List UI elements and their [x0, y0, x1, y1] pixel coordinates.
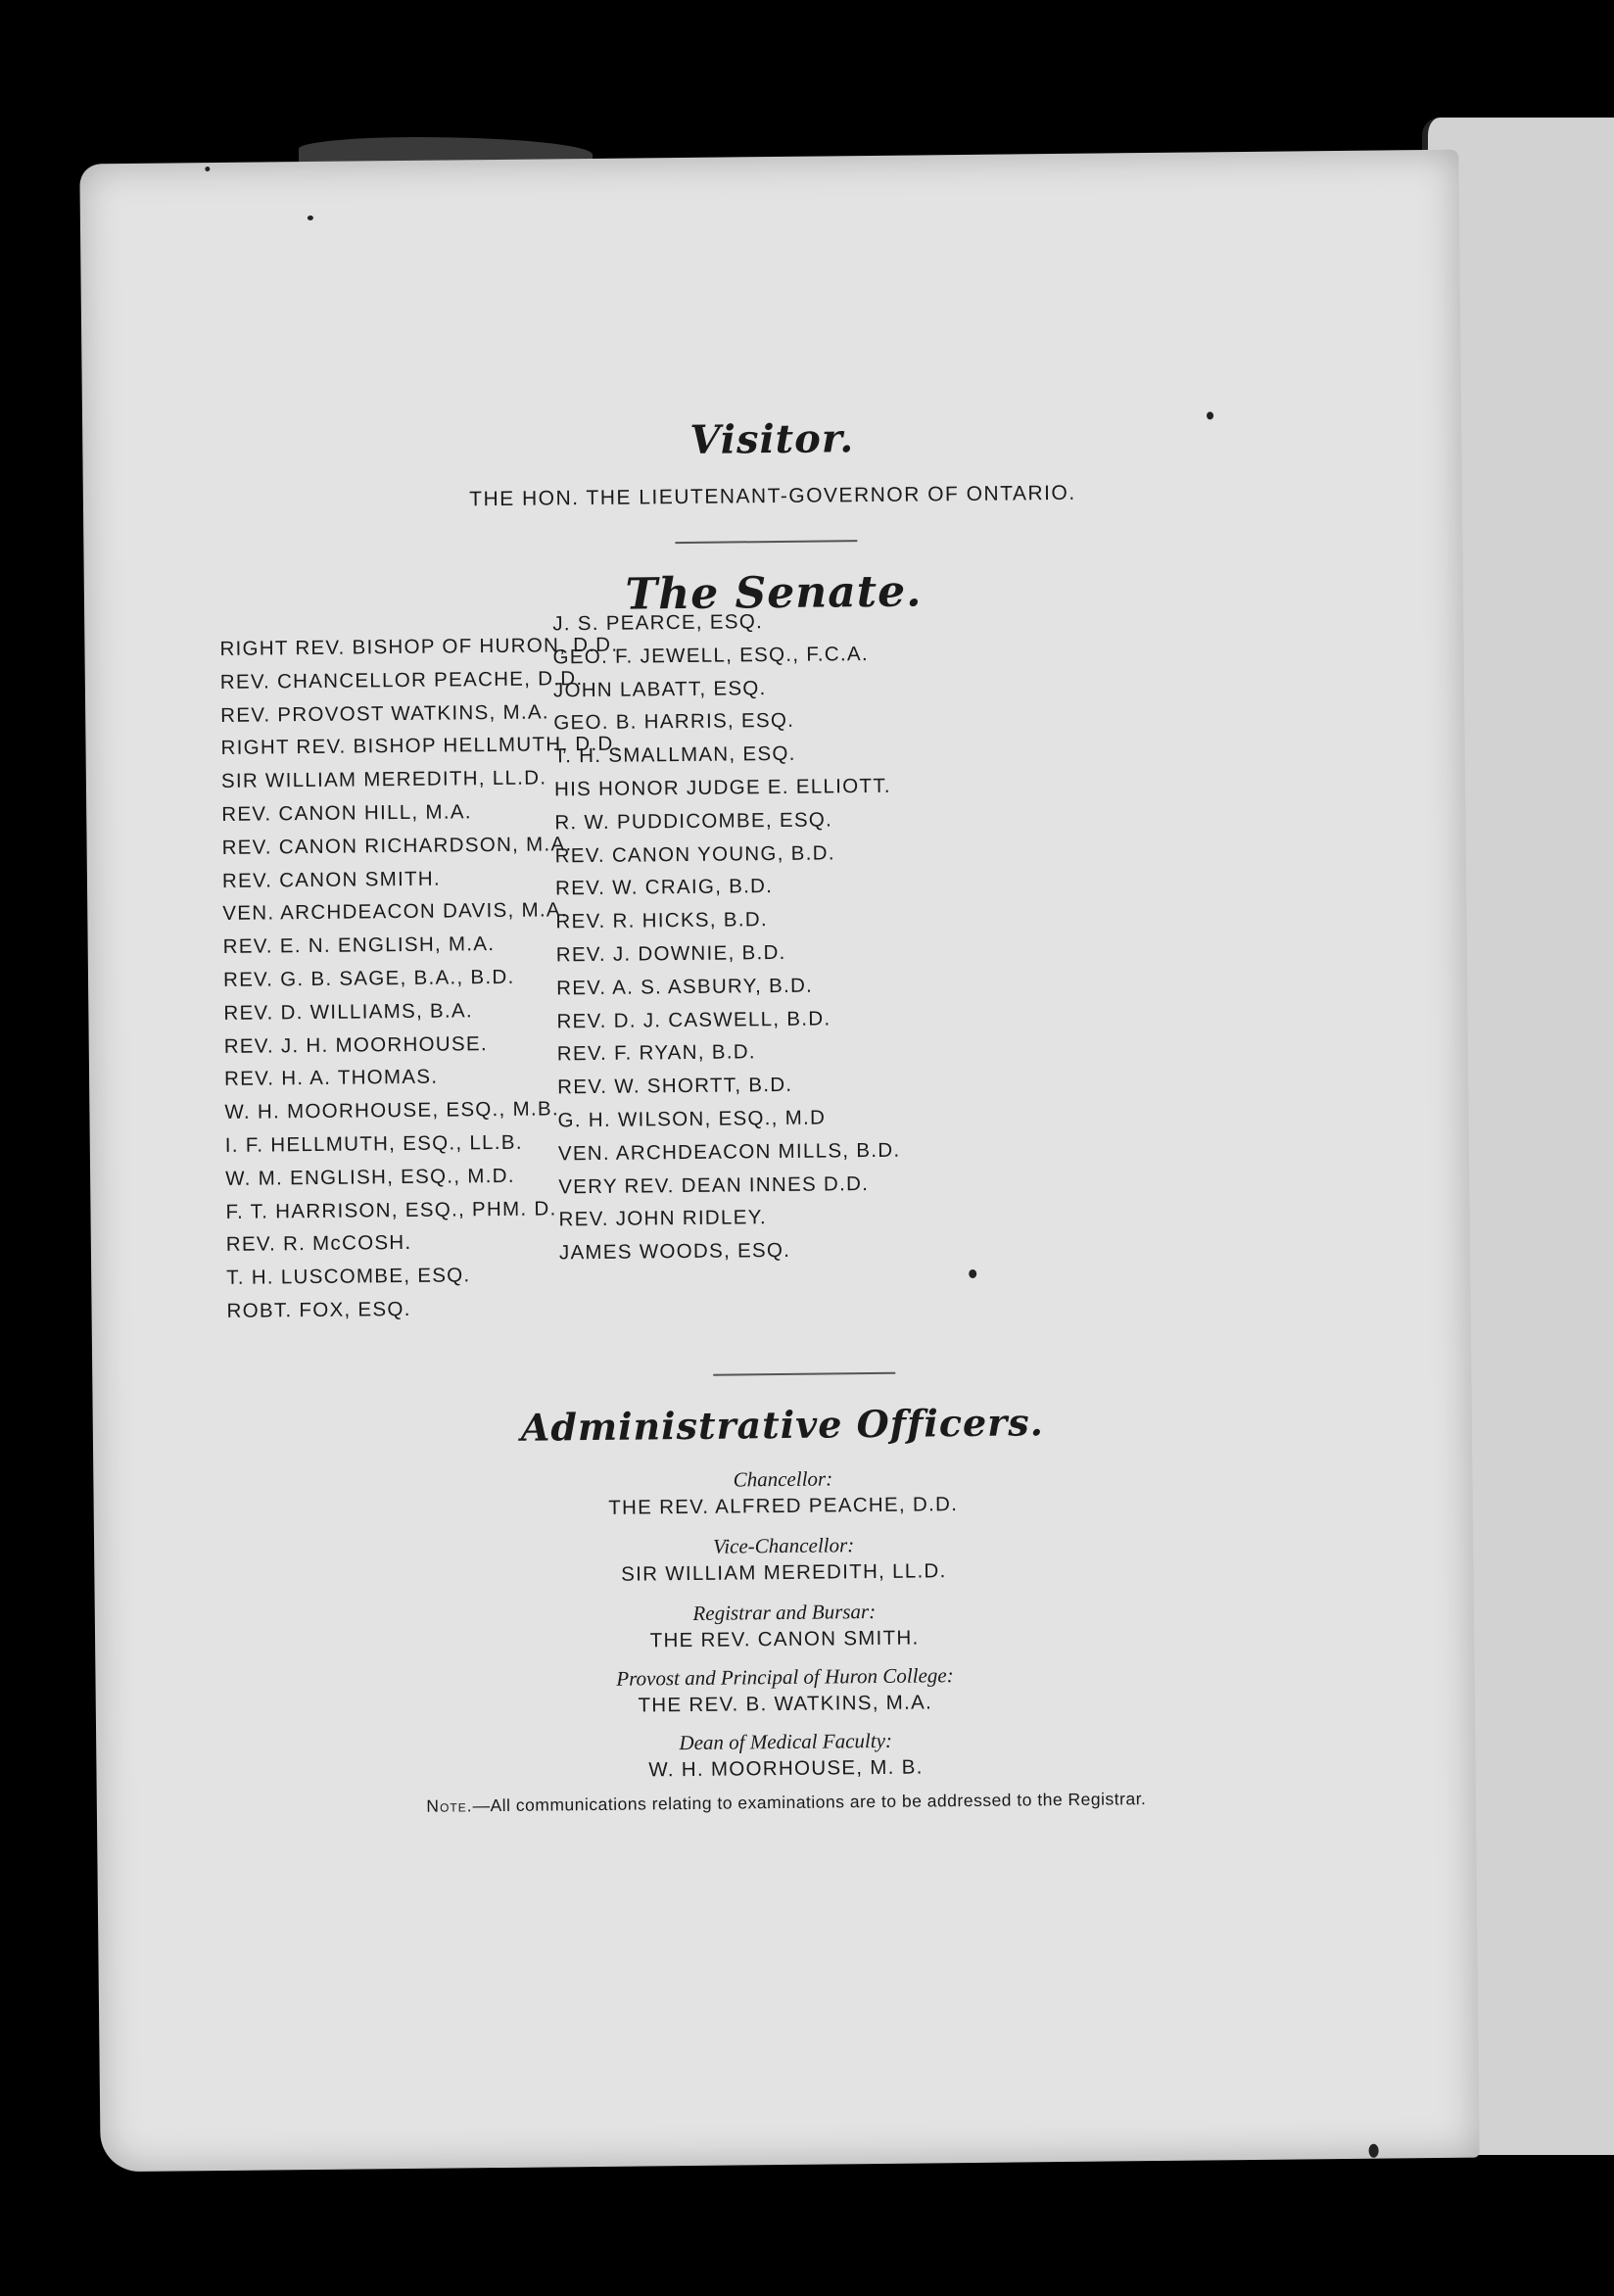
office-title: Chancellor:: [733, 1466, 833, 1492]
ink-speck: [205, 167, 210, 171]
senate-member: HIS HONOR JUDGE E. ELLIOTT.: [553, 774, 891, 801]
document-page: [79, 150, 1479, 2173]
senate-member: G. H. WILSON, ESQ., M.D: [557, 1106, 827, 1132]
senate-list-right: [552, 604, 902, 1270]
visitor-name: THE HON. THE LIEUTENANT-GOVERNOR OF ONTARIO.: [469, 481, 1076, 511]
ink-speck: [969, 1269, 976, 1278]
admin-heading: Administrative Officers.: [520, 1400, 1045, 1450]
office-holder: SIR WILLIAM MEREDITH, LL.D.: [621, 1559, 947, 1586]
office-provost: [95, 1658, 1474, 1724]
office-holder: W. H. MOORHOUSE, M. B.: [648, 1755, 924, 1782]
senate-member: REV. CANON HILL, M.A.: [221, 800, 472, 826]
footnote-label: Note.: [426, 1795, 473, 1816]
senate-member: ROBT. FOX, ESQ.: [226, 1297, 411, 1322]
senate-member: RIGHT REV. BISHOP OF HURON, D.D.: [219, 633, 619, 660]
senate-member: REV. D. J. CASWELL, B.D.: [556, 1007, 831, 1032]
office-holder: THE REV. ALFRED PEACHE, D.D.: [608, 1493, 959, 1519]
senate-member: R. W. PUDDICOMBE, ESQ.: [554, 808, 833, 835]
senate-member: GEO. F. JEWELL, ESQ., F.C.A.: [552, 642, 870, 669]
senate-member: REV. E. N. ENGLISH, M.A.: [222, 933, 496, 959]
senate-member: JOHN LABATT, ESQ.: [552, 676, 767, 701]
office-chancellor: [93, 1460, 1472, 1526]
senate-member: REV. CANON RICHARDSON, M.A.: [221, 832, 573, 859]
visitor-heading: Visitor.: [689, 415, 855, 463]
footnote: [97, 1786, 1476, 1821]
senate-member: REV. J. H. MOORHOUSE.: [223, 1031, 489, 1058]
senate-member: REV. F. RYAN, B.D.: [556, 1040, 756, 1066]
ink-speck: [1369, 2144, 1379, 2158]
senate-member: REV. CANON SMITH.: [221, 867, 442, 892]
senate-member: REV. W. CRAIG, B.D.: [554, 875, 774, 900]
senate-member: GEO. B. HARRIS, ESQ.: [553, 709, 795, 735]
senate-member: T. H. LUSCOMBE, ESQ.: [226, 1264, 471, 1290]
senate-member: REV. D. WILLIAMS, B.A.: [223, 999, 474, 1025]
senate-heading: The Senate.: [625, 566, 923, 620]
senate-member: JAMES WOODS, ESQ.: [558, 1239, 791, 1265]
office-dean: [96, 1723, 1475, 1789]
office-title: Provost and Principal of Huron College:: [616, 1663, 954, 1691]
senate-member: RIGHT REV. BISHOP HELLMUTH, D.D.: [220, 733, 621, 760]
senate-member: VERY REV. DEAN INNES D.D.: [558, 1172, 870, 1198]
senate-member: REV. G. B. SAGE, B.A., B.D.: [222, 965, 515, 991]
senate-member: REV. J. DOWNIE, B.D.: [555, 940, 786, 967]
senate-member: VEN. ARCHDEACON MILLS, B.D.: [557, 1138, 901, 1166]
senate-member: REV. A. S. ASBURY, B.D.: [556, 974, 814, 1000]
footnote-text: —All communications relating to examinations are to be addressed to the Registrar.: [472, 1789, 1147, 1816]
senate-member: REV. R. McCOSH.: [225, 1231, 412, 1257]
office-holder: THE REV. B. WATKINS, M.A.: [638, 1691, 933, 1717]
office-vice-chancellor: [94, 1527, 1473, 1593]
ink-speck: [308, 215, 313, 220]
senate-member: SIR WILLIAM MEREDITH, LL.D.: [220, 766, 547, 793]
senate-member: W. M. ENGLISH, ESQ., M.D.: [225, 1164, 515, 1190]
ink-speck: [1207, 411, 1213, 419]
senate-member: W. H. MOORHOUSE, ESQ., M.B.: [224, 1097, 560, 1124]
office-title: Dean of Medical Faculty:: [679, 1728, 893, 1755]
office-title: Vice-Chancellor:: [712, 1533, 855, 1558]
office-registrar: [95, 1594, 1474, 1659]
senate-member: T. H. SMALLMAN, ESQ.: [553, 741, 796, 768]
office-holder: THE REV. CANON SMITH.: [649, 1626, 920, 1652]
divider: [713, 1372, 895, 1376]
senate-member: J. S. PEARCE, ESQ.: [552, 610, 764, 636]
senate-member: I. F. HELLMUTH, ESQ., LL.B.: [224, 1130, 523, 1157]
senate-member: F. T. HARRISON, ESQ., PHM. D.: [225, 1196, 557, 1223]
senate-member: REV. CHANCELLOR PEACHE, D.D.: [219, 666, 584, 694]
divider: [675, 540, 857, 544]
senate-member: REV. JOHN RIDLEY.: [558, 1206, 768, 1231]
senate-member: VEN. ARCHDEACON DAVIS, M.A.: [222, 898, 568, 926]
senate-member: REV. CANON YOUNG, B.D.: [554, 840, 835, 867]
office-title: Registrar and Bursar:: [692, 1599, 877, 1625]
senate-member: REV. R. HICKS, B.D.: [555, 908, 769, 933]
senate-member: REV. PROVOST WATKINS, M.A.: [220, 700, 549, 727]
senate-member: REV. W. SHORTT, B.D.: [557, 1074, 793, 1099]
senate-member: REV. H. A. THOMAS.: [223, 1066, 439, 1091]
